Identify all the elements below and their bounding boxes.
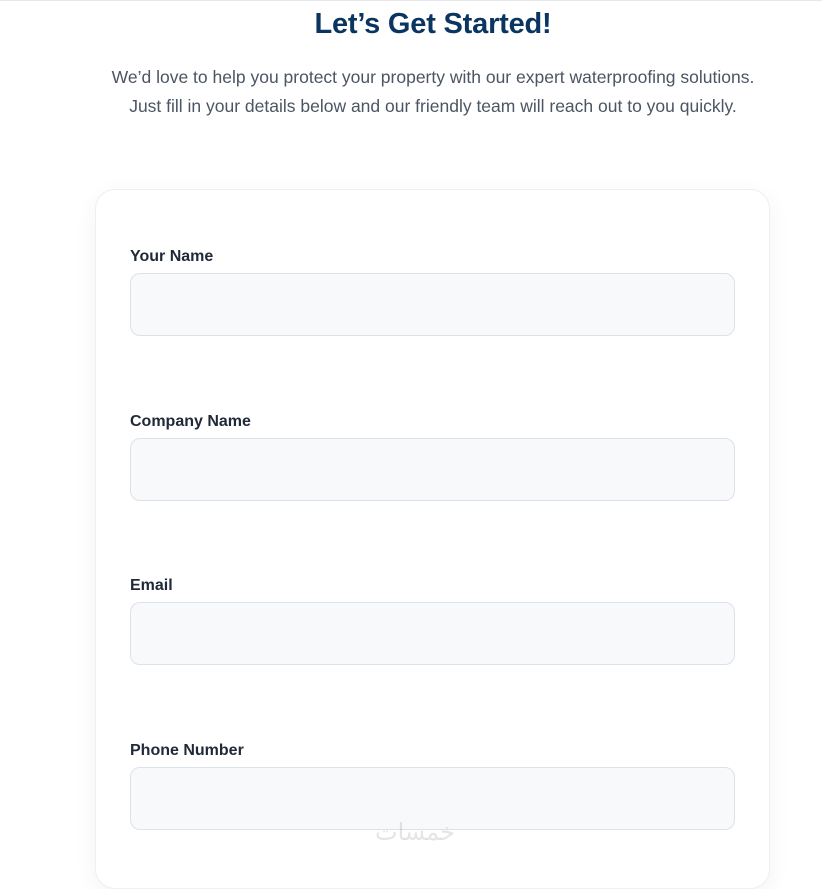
phone-label: Phone Number <box>130 742 244 759</box>
intro-line-2: Just fill in your details below and our friendly team will reach out to you quickly. <box>129 96 737 116</box>
top-divider <box>0 0 822 1</box>
company-label: Company Name <box>130 413 251 430</box>
email-field-group <box>130 576 736 665</box>
email-input[interactable] <box>130 602 735 665</box>
intro-line-1: We’d love to help you protect your property with our expert waterproofing solutions. <box>111 67 755 87</box>
company-field-group <box>130 412 736 501</box>
phone-input[interactable] <box>130 767 735 830</box>
name-label: Your Name <box>130 248 214 265</box>
email-label: Email <box>130 577 173 594</box>
contact-form <box>95 189 770 889</box>
phone-field-group <box>130 741 736 830</box>
watermark: خمسات <box>374 818 456 846</box>
company-input[interactable] <box>130 438 735 501</box>
name-field-group <box>130 247 736 336</box>
name-input[interactable] <box>130 273 735 336</box>
page-title: Let’s Get Started! <box>314 8 552 40</box>
intro-text <box>0 63 822 121</box>
